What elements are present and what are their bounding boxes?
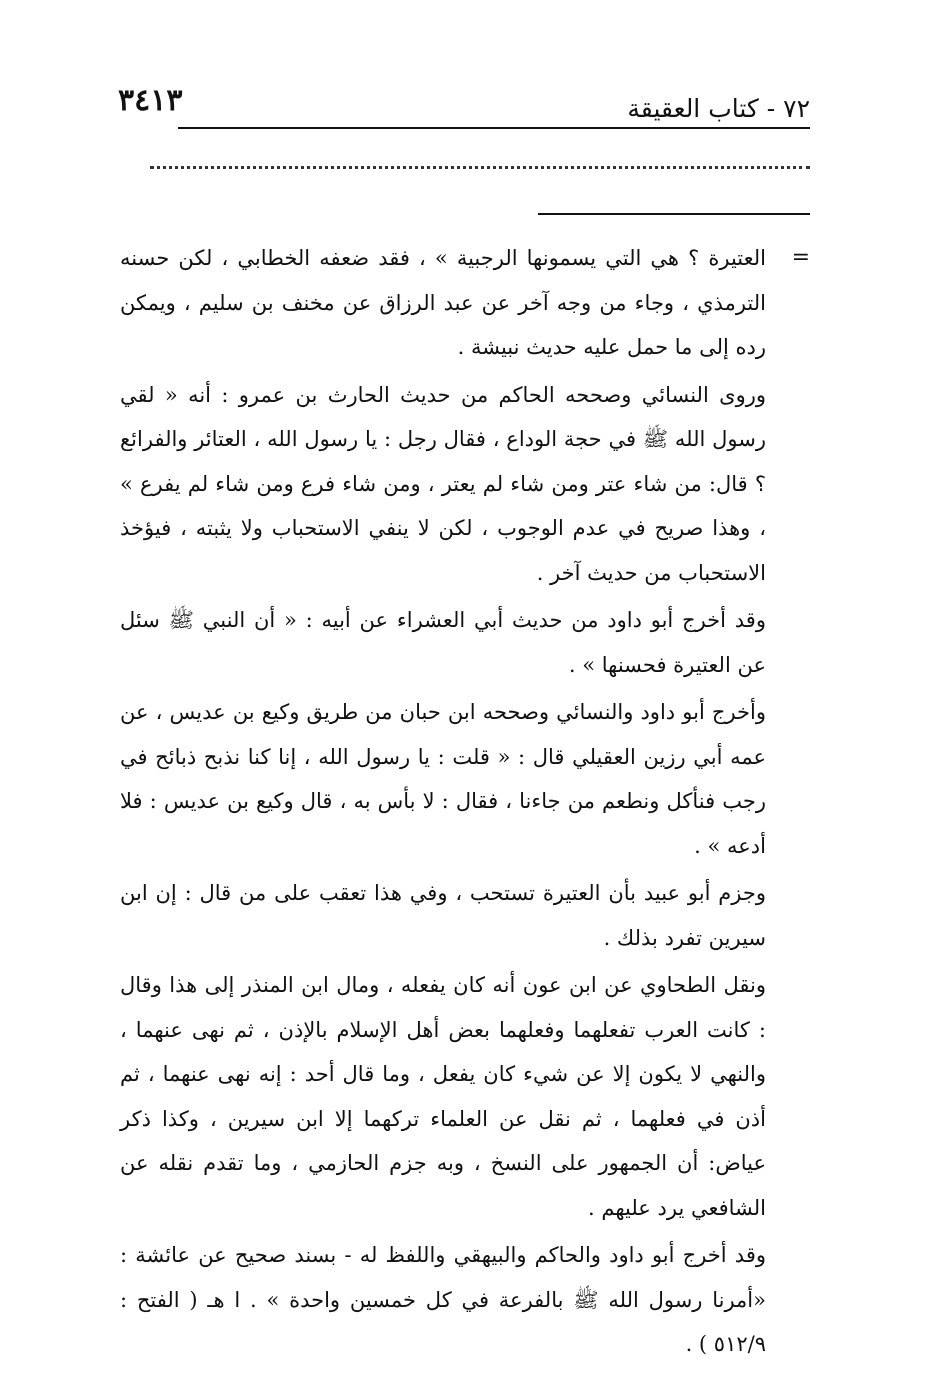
running-title: ٧٢ - كتاب العقيقة bbox=[627, 94, 810, 123]
footnote-paragraph bbox=[120, 236, 810, 370]
header-rule bbox=[178, 127, 810, 129]
footnote-paragraph: وقد أخرج أبو داود من حديث أبي العشراء عن أبيه : « أن النبي ﷺ سئل عن العتيرة فحسنها » . bbox=[120, 608, 766, 677]
footnote-paragraph: وأخرج أبو داود والنسائي وصححه ابن حبان من طريق وكيع بن عديس ، عن عمه أبي رزين العقيلي قال : « قلت : يا رسول الله ، إنا كنا نذبح ذبائح في رجب فنأكل ونطعم من جاءنا ، فقال : لا بأس به ، قال وكيع بن عديس : فلا أدعه » . bbox=[120, 700, 766, 858]
dotted-separator bbox=[150, 166, 810, 169]
footnote-rule bbox=[538, 213, 810, 215]
page-header bbox=[118, 84, 810, 128]
continuation-marker: = bbox=[791, 245, 810, 270]
page-number: ٣٤١٣ bbox=[118, 83, 183, 118]
footnote-paragraph: وروى النسائي وصححه الحاكم من حديث الحارث بن عمرو : أنه « لقي رسول الله ﷺ في حجة الوداع ، فقال رجل : يا رسول الله ، العتائر والفرائع ؟ قال: من شاء عتر ومن شاء لم يعتر ، ومن شاء فرع ومن شاء لم يفرع » ، وهذا صريح في عدم الوجوب ، لكن لا ينفي الاستحباب ولا يثبته ، فيؤخذ الاستحباب من حديث آخر . bbox=[120, 382, 766, 585]
footnote-paragraph: وقد أخرج أبو داود والحاكم والبيهقي واللفظ له - بسند صحيح عن عائشة : «أمرنا رسول الله ﷺ بالفرعة في كل خمسين واحدة » . ا هـ ( الفتح : ٥١٢/٩ ) . bbox=[120, 1243, 766, 1356]
footnote-paragraph: وجزم أبو عبيد بأن العتيرة تستحب ، وفي هذا تعقب على من قال : إن ابن سيرين تفرد بذلك . bbox=[120, 881, 766, 950]
paragraph-text: العتيرة ؟ هي التي يسمونها الرجبية » ، فقد ضعفه الخطابي ، لكن حسنه الترمذي ، وجاء من وجه آخر عن عبد الرزاق عن مخنف بن سليم ، ويمكن رده إلى ما حمل عليه حديث نبيشة . bbox=[120, 246, 766, 359]
footnote-paragraph: ونقل الطحاوي عن ابن عون أنه كان يفعله ، ومال ابن المنذر إلى هذا وقال : كانت العرب تفعلهما وفعلهما بعض أهل الإسلام بالإذن ، ثم نهى عنهما ، والنهي لا يكون إلا عن شيء كان يفعل ، وما قال أحد : إنه نهى عنهما ، ثم أذن في فعلهما ، ثم نقل عن العلماء تركهما إلا ابن سيرين ، وكذا ذكر عياض: أن الجمهور على النسخ ، وبه جزم الحازمي ، وما تقدم نقله عن الشافعي يرد عليهم . bbox=[120, 973, 766, 1220]
footnotes-section bbox=[120, 236, 810, 1370]
